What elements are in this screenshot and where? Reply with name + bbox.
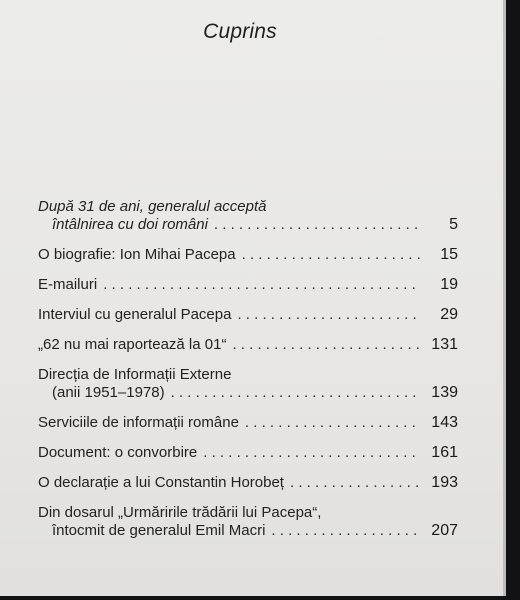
- toc-page-number: 5: [449, 216, 458, 233]
- toc-page-number: 15: [440, 246, 458, 263]
- toc-page-number: 29: [440, 306, 458, 323]
- dot-leader: [245, 414, 420, 432]
- toc-entry: [38, 336, 458, 354]
- toc-entry-title-line: „62 nu mai raportează la 01“: [38, 336, 227, 353]
- dot-leader: [103, 276, 420, 294]
- dot-leader: [237, 306, 420, 324]
- toc-entry: [38, 366, 458, 402]
- toc-entry: [38, 474, 458, 492]
- toc-entry-title-line: Document: o convorbire: [38, 444, 198, 461]
- toc-page-number: 207: [431, 522, 458, 539]
- toc-entry: [38, 198, 458, 234]
- toc-entry-title-line: Direcția de Informații Externe: [38, 366, 232, 383]
- toc-page-number: 143: [431, 414, 458, 431]
- toc-page-number: 139: [431, 384, 458, 401]
- toc-entry-title-line: Serviciile de informații române: [38, 414, 239, 431]
- toc-page-number: 193: [431, 474, 458, 491]
- toc-entry: [38, 444, 458, 462]
- page-title: Cuprins: [203, 20, 277, 43]
- toc-entry: [38, 414, 458, 432]
- toc-page-number: 161: [431, 444, 458, 461]
- toc-entry-title-line: (anii 1951–1978): [52, 384, 165, 401]
- toc-entry: [38, 306, 458, 324]
- toc-entry: [38, 246, 458, 264]
- dot-leader: [232, 336, 420, 354]
- toc-entry-title-line: E-mailuri: [38, 276, 98, 293]
- toc-entry-title-line: O declarație a lui Constantin Horobeț: [38, 474, 284, 491]
- dot-leader: [271, 522, 420, 540]
- toc-entry: [38, 276, 458, 294]
- dot-leader: [171, 384, 420, 402]
- toc-page-number: 19: [440, 276, 458, 293]
- table-of-contents: [38, 198, 458, 552]
- dot-leader: [290, 474, 420, 492]
- toc-entry-title-line: întocmit de generalul Emil Macri: [52, 522, 266, 539]
- toc-entry-title-line: întâlnirea cu doi români: [52, 216, 208, 233]
- toc-entry-title-line: După 31 de ani, generalul acceptă: [38, 198, 267, 215]
- toc-entry: [38, 504, 458, 540]
- toc-entry-title-line: Interviul cu generalul Pacepa: [38, 306, 232, 323]
- dot-leader: [203, 444, 420, 462]
- dot-leader: [214, 216, 420, 234]
- toc-entry-title-line: Din dosarul „Urmăririle trădării lui Pacepa“,: [38, 504, 322, 521]
- toc-entry-title-line: O biografie: Ion Mihai Pacepa: [38, 246, 236, 263]
- toc-page-number: 131: [431, 336, 458, 353]
- dot-leader: [242, 246, 420, 264]
